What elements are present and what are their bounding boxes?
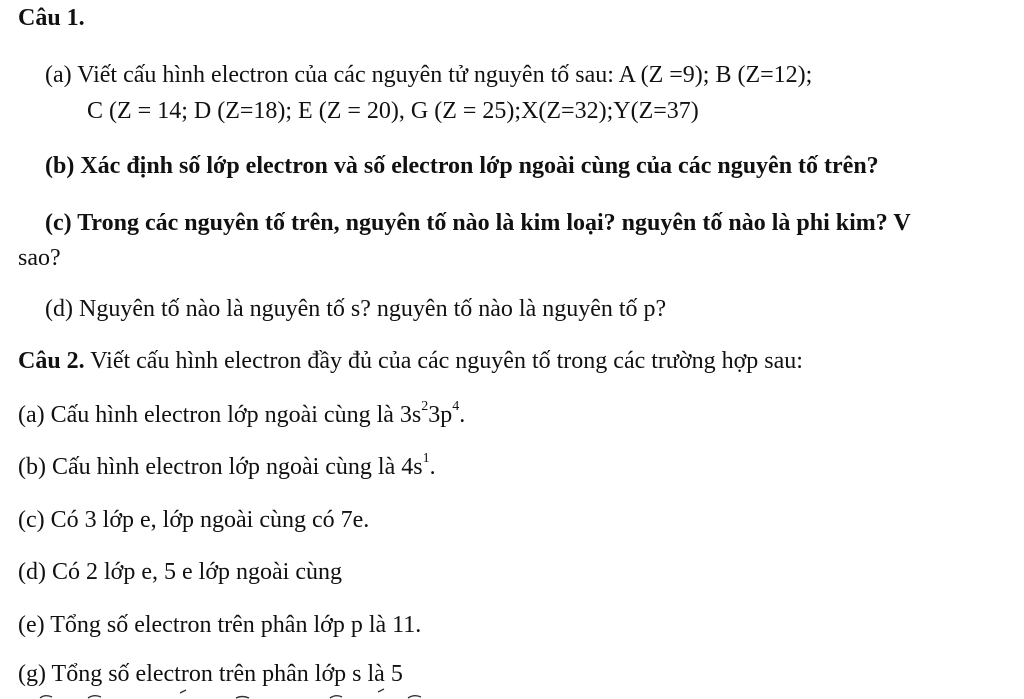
part-b-prefix: (b) Cấu hình electron lớp ngoài cùng là — [18, 454, 402, 480]
part-a-superscript-3p: 4 — [452, 399, 460, 414]
question-2-part-a — [18, 400, 465, 430]
part-b-suffix: . — [429, 454, 436, 480]
part-a-orbital-3s: 3s — [399, 402, 422, 428]
question-2-heading — [18, 346, 803, 376]
question-1-part-b: (b) Xác định số lớp electron và số electron lớp ngoài cùng của các nguyên tố trên? — [45, 153, 879, 179]
part-a-orbital-3p: 3p — [428, 402, 453, 428]
part-a-suffix: . — [459, 402, 466, 428]
question-2-title: Câu 2. — [18, 348, 85, 374]
part-a-prefix: (a) Cấu hình electron lớp ngoài cùng là — [18, 402, 400, 428]
question-2-intro: Viết cấu hình electron đầy đủ của các nguyên tố trong các trường hợp sau: — [84, 348, 803, 374]
question-2-part-c: (c) Có 3 lớp e, lớp ngoài cùng có 7e. — [18, 507, 370, 533]
question-2-part-b — [18, 452, 436, 482]
question-2-part-g: (g) Tổng số electron trên phân lớp s là 5 — [18, 661, 403, 687]
question-2-part-e: (e) Tổng số electron trên phân lớp p là 11. — [18, 612, 422, 638]
part-b-superscript-4s: 1 — [422, 451, 430, 466]
part-b-orbital-4s: 4s — [401, 454, 423, 480]
question-1-title: Câu 1. — [18, 5, 85, 31]
part-a-superscript-3s: 2 — [421, 399, 429, 414]
question-1-part-c-line-1: (c) Trong các nguyên tố trên, nguyên tố nào là kim loại? nguyên tố nào là phi kim? V — [45, 210, 911, 236]
cropped-text-fragment — [0, 688, 1024, 699]
question-1-part-c-line-2: sao? — [18, 245, 61, 271]
question-1-part-a-line-2: C (Z = 14; D (Z=18); E (Z = 20), G (Z = 25);X(Z=32);Y(Z=37) — [87, 98, 699, 124]
question-1-part-d: (d) Nguyên tố nào là nguyên tố s? nguyên tố nào là nguyên tố p? — [45, 296, 667, 322]
question-2-part-d: (d) Có 2 lớp e, 5 e lớp ngoài cùng — [18, 559, 342, 585]
question-1-part-a-line-1: (a) Viết cấu hình electron của các nguyên tử nguyên tố sau: A (Z =9); B (Z=12); — [45, 62, 813, 88]
